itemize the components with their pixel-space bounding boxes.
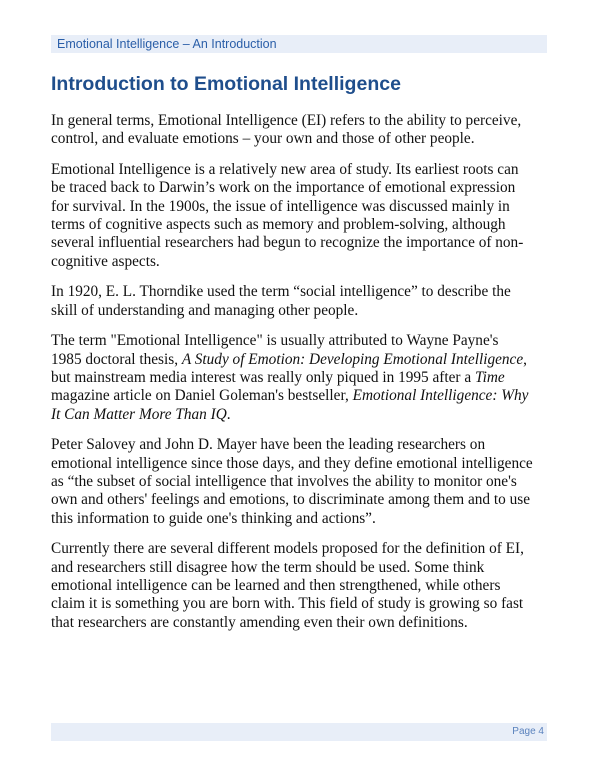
text-line: own and others' feelings and emotions, to discriminate among them and to use (51, 491, 530, 509)
text-line: skill of understanding and managing other people. (51, 301, 359, 319)
paragraph-3 (51, 283, 556, 320)
paragraph-6 (51, 540, 556, 631)
paragraph-5 (51, 436, 556, 527)
page-number: Page 4 (512, 726, 544, 737)
text-line: that researchers are constantly amending even their own definitions. (51, 613, 468, 631)
footer-bar (51, 723, 547, 741)
text-line: and researchers still disagree how the term should be used. Some think (51, 558, 485, 576)
text-line: cognitive aspects. (51, 252, 160, 270)
text-line: In general terms, Emotional Intelligence (EI) refers to the ability to perceive, (51, 112, 522, 129)
text-line: Emotional Intelligence is a relatively new area of study. Its earliest roots can (51, 161, 519, 179)
text-line: claim it is something you are born with. This field of study is growing so fast (51, 595, 524, 613)
text-line: for survival. In the 1900s, the issue of intelligence was discussed mainly in (51, 197, 510, 215)
text-line: several influential researchers had begun to recognize the importance of non- (51, 234, 524, 252)
paragraph-1 (51, 112, 556, 149)
book-title-bestseller-cont: It Can Matter More Than IQ (51, 405, 227, 423)
text-line: emotional intelligence can be learned and then strengthened, while others (51, 577, 501, 595)
text-line: as “the subset of social intelligence that involves the ability to monitor one's (51, 473, 517, 491)
paragraph-2 (51, 161, 556, 271)
text-line (51, 387, 556, 405)
text-run: magazine article on Daniel Goleman's bestseller, (51, 387, 353, 405)
text-line: The term "Emotional Intelligence" is usually attributed to Wayne Payne's (51, 332, 499, 350)
magazine-title: Time (474, 369, 505, 387)
text-line: Peter Salovey and John D. Mayer have been the leading researchers on (51, 436, 486, 454)
text-run: 1985 doctoral thesis, (51, 350, 182, 368)
body-text (51, 112, 556, 644)
text-line: terms of cognitive aspects such as memory and problem-solving, although (51, 215, 506, 233)
text-run: but mainstream media interest was really only piqued in 1995 after a (51, 369, 475, 387)
book-title-thesis: A Study of Emotion: Developing Emotional Intelligence (181, 350, 524, 368)
paragraph-4 (51, 332, 556, 423)
text-line: be traced back to Darwin’s work on the importance of emotional expression (51, 179, 516, 197)
text-line (51, 351, 556, 369)
text-run: . (226, 405, 231, 423)
running-header: Emotional Intelligence – An Introduction (57, 37, 277, 51)
text-line: In 1920, E. L. Thorndike used the term “social intelligence” to describe the (51, 283, 511, 301)
text-line: control, and evaluate emotions – your own and those of other people. (51, 130, 475, 148)
text-line (51, 369, 556, 387)
text-line (51, 406, 556, 424)
text-run: , (523, 350, 527, 368)
text-line: Currently there are several different models proposed for the definition of EI, (51, 540, 524, 558)
text-line: this information to guide one's thinking and actions”. (51, 509, 376, 527)
text-line: emotional intelligence since those days, and they define emotional intelligence (51, 454, 533, 472)
page-title: Introduction to Emotional Intelligence (51, 73, 401, 95)
book-title-bestseller: Emotional Intelligence: Why (352, 387, 529, 405)
